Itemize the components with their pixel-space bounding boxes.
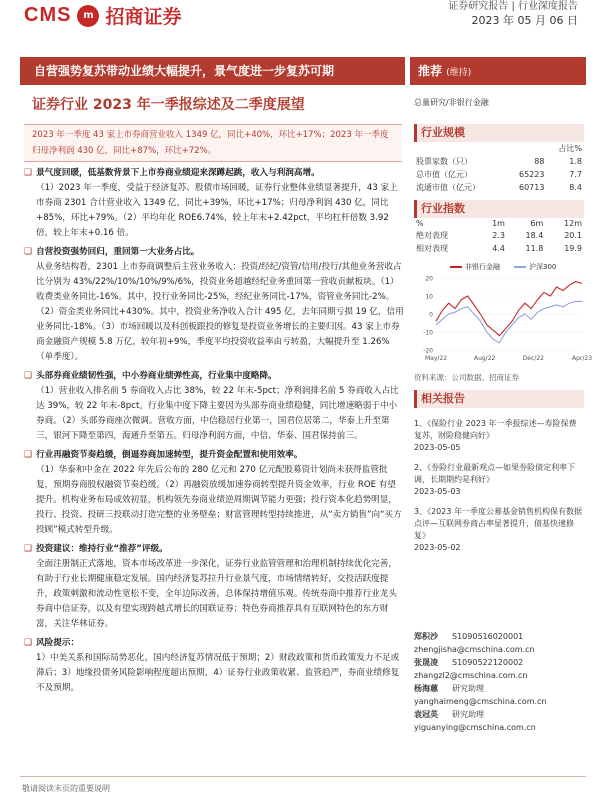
report-title: 自营强势复苏带动业绩大幅提升，景气度进一步复苏可期 [20, 57, 405, 85]
paragraph [24, 448, 404, 538]
index-header: 6m [530, 219, 544, 228]
paragraph-lead: 投资建议：维持行业“推荐”评级。 [36, 544, 168, 554]
table-row [414, 168, 584, 181]
legend-item [514, 262, 556, 272]
analyst-id: 研究助理 [452, 710, 484, 719]
analyst-id: 研究助理 [452, 684, 484, 693]
logo-en: CMS [24, 4, 72, 26]
analyst-email[interactable] [414, 721, 584, 734]
x-tick-label: May/22 [424, 355, 448, 362]
email-link[interactable]: zhengjisha@cmschina.com.cn [414, 645, 535, 654]
y-tick-label: 0 [429, 311, 433, 319]
x-tick-label: Aug/22 [473, 355, 496, 362]
analyst-email[interactable] [414, 643, 584, 656]
row-name: 股票家数（只） [416, 157, 472, 166]
page-header [0, 0, 600, 40]
analyst-id: S1090522120002 [452, 658, 524, 667]
table-row [414, 181, 584, 194]
analysts-section [414, 630, 584, 734]
x-tick-label: Dec/22 [522, 355, 544, 362]
paragraph-body: 从业务结构看，2301 上市券商调整后主营业务收入：投资/经纪/资管/信用/投行/其他业务营收占比分别为 43%/22%/10%/10%/9%/6%，投资业务超越经纪业务重回第一营收贡献板块。（1）收费类业务同比-16%。其中，投行业务同比-25%，经纪业务同比-17%，资管业务同比-2%。（2）资金类业务同比+430%。其中，投资业务净收入合计 495 亿，去年同期亏损 19 亿，信用业务同比-18%。（3）市场回暖以及科创板跟投的修复是投资业务增长的主要归因。43 家上市券商金融资产规模 5.8 万亿，较年初+9%，季度平均投资收益率由亏转盈，大幅提升至 1.26%（单季度）。 [36, 262, 404, 362]
row-value: 65223 [519, 170, 545, 179]
analyst-email[interactable] [414, 669, 584, 682]
paragraph-body: 全面注册制正式落地，资本市场改革进一步深化，证券行业监管管理和治理机制持续优化完善，有助于行业长期健康稳定发展。国内经济复苏拉升行业景气度，市场情绪转好，交投活跃度提升，政策刺激和流动性宽松不变，全年边际改善，总体保持增值乐观。传统券商中推荐行业龙头券商中信证券，以及有望实现跨越式增长的国联证券；特色券商推荐具有互联网特色的东方财富，关注华林证券。 [36, 559, 397, 629]
report-date: 2023-05-02 [414, 543, 461, 552]
y-tick-label: -20 [423, 347, 433, 355]
analyst-name: 郑积沙 [414, 632, 438, 641]
paragraph-lead: 自营投资强势回归，重回第一大业务占比。 [36, 247, 200, 257]
analyst-row [414, 630, 584, 643]
analyst-row [414, 708, 584, 721]
index-header: 12m [564, 219, 582, 228]
report-date: 2023-05-05 [414, 443, 461, 452]
row-value: 60713 [519, 183, 545, 192]
paragraph [24, 369, 404, 444]
section-title: 行业规模 [414, 124, 584, 142]
bullet-icon: ❑ [24, 450, 33, 460]
rating-sub: (维持) [446, 68, 472, 78]
email-link[interactable]: yanghaimeng@cmschina.com.cn [414, 697, 547, 706]
section-title: 相关报告 [414, 390, 584, 408]
summary-box: 2023 年一季度 43 家上市券商营业收入 1349 亿，同比+40%，环比+17%；2023 年一季度归母净利润 430 亿，同比+87%，环比+72%。 [24, 124, 402, 162]
paragraph-lead: 头部券商业绩韧性强，中小券商业绩弹性高，行业集中度略降。 [36, 371, 277, 381]
row-value: 88 [534, 157, 545, 166]
report-link[interactable] [414, 462, 584, 498]
paragraph [24, 166, 404, 241]
index-header: 1m [492, 219, 505, 228]
analyst-row [414, 682, 584, 695]
row-name: 绝对表现 [416, 231, 448, 240]
legend-label: 非银行金融 [465, 263, 500, 271]
chart-source: 资料来源：公司数据、招商证券 [414, 373, 519, 382]
chart-plot [414, 272, 593, 368]
company-logo [24, 2, 181, 29]
report-category: 证券研究报告 | 行业深度报告 [448, 1, 578, 12]
row-value: 20.1 [564, 231, 582, 240]
bullet-icon: ❑ [24, 371, 33, 381]
header-meta [448, 0, 578, 28]
row-value: 11.8 [525, 244, 544, 253]
y-tick-label: -10 [423, 329, 433, 337]
table-row [414, 242, 584, 255]
row-pct: 1.8 [569, 157, 582, 166]
industry-scale-section [414, 124, 584, 194]
report-date: 2023-05-03 [414, 487, 461, 496]
index-chart [414, 262, 593, 372]
logo-icon: m [77, 5, 99, 27]
paragraph-body: （1）华泰和中金在 2022 年先后公布的 280 亿元和 270 亿元配股募资计划尚未获得监管批复，预期券商股权融资节奏趋缓。（2）再融资放缓加速券商转型提升资金效率，行业 ROE 有望提升。机构业务布局成效初显，机构领先券商业绩逆周期调节能力更强；投行资本化趋势明显，投行、投资、投研三投联动打造完整的业务壁垒；财富管理转型持续推进，从“卖方销售”向“买方投顾”模式转型升级。 [36, 465, 402, 535]
report-date: 2023 年 05 月 06 日 [471, 14, 578, 27]
report-subtitle: 证券行业 2023 年一季报综述及二季度展望 [32, 97, 305, 113]
analyst-group: 总量研究/非银行金融 [414, 98, 489, 107]
row-name: 相对表现 [416, 244, 448, 253]
row-pct: 8.4 [569, 183, 582, 192]
related-reports-section [414, 390, 584, 562]
row-value: 2.3 [492, 231, 505, 240]
report-title: 2、《券险行业最新观点—如果券险债定利率下调，长期期约是利好》 [414, 463, 576, 484]
paragraph-lead: 风险提示： [36, 638, 80, 648]
table-row [414, 229, 584, 242]
series-line [436, 301, 582, 342]
report-link[interactable] [414, 418, 584, 454]
y-tick-label: 20 [425, 275, 433, 283]
row-name: 总市值（亿元） [416, 170, 472, 179]
analyst-name: 张晟凌 [414, 658, 438, 667]
table-row [414, 155, 584, 168]
rating-label: 推荐 [418, 64, 443, 78]
rating-badge [410, 57, 586, 85]
paragraph-lead: 行业再融资节奏趋缓，倒逼券商加速转型，提升资金配置和使用效率。 [36, 450, 303, 460]
main-body [24, 166, 404, 700]
index-header: % [416, 219, 424, 228]
report-title: 1、《保险行业 2023 年一季报综述—寿险保费复苏，财险稳健向好》 [414, 419, 577, 440]
analyst-row [414, 656, 584, 669]
row-pct: 7.7 [569, 170, 582, 179]
bullet-icon: ❑ [24, 638, 33, 648]
analyst-name: 袁冠英 [414, 710, 438, 719]
bullet-icon: ❑ [24, 168, 33, 178]
bullet-icon: ❑ [24, 544, 33, 554]
footer-divider [20, 776, 586, 777]
paragraph-body: 1）中美关系和国际局势恶化，国内经济复苏情况低于预期；2）财政政策和货币政策发力不足或滞后；3）地缘投债务风险影响程度超出预期，4）证券行业政策收紧、监管趋严，券商业绩修复不及预期。 [36, 653, 400, 693]
scale-table [414, 142, 584, 194]
analyst-name: 杨海蕙 [414, 684, 438, 693]
row-value: 19.9 [564, 244, 582, 253]
email-link[interactable]: zhangzl2@cmschina.com.cn [414, 671, 528, 680]
paragraph-body: （1）营业收入排名前 5 券商收入占比 38%，较 22 年末-5pct；净利润排名前 5 券商收入占比达 39%，较 22 年末-8pct。行业集中度下降主要因为头部券商业绩稳健，同比增速略弱于中小券商。（2）头部券商座次微调。营收方面，中信稳居行业第一，国君位居第二，华泰上升至第三，银河下降至第四，海通升至第五。归母净利润方面，中信、华泰、国君保持前三。 [36, 386, 399, 441]
analyst-email[interactable] [414, 695, 584, 708]
section-title: 行业指数 [414, 200, 584, 218]
row-name: 流通市值（亿元） [416, 183, 480, 192]
row-value: 18.4 [525, 231, 544, 240]
paragraph [24, 542, 404, 632]
bullet-icon: ❑ [24, 247, 33, 257]
chart-legend [450, 262, 586, 272]
report-title: 3、《2023 年一季度公募基金销售机构保有数据点评—互联网券商占率显著提升，债基快速修复》 [414, 507, 582, 540]
row-value: 4.4 [492, 244, 505, 253]
index-table [414, 218, 584, 255]
email-link[interactable]: yiguanying@cmschina.com.cn [414, 723, 536, 732]
paragraph [24, 636, 404, 696]
analyst-id: S1090516020001 [452, 632, 524, 641]
industry-index-section [414, 200, 584, 255]
series-line [436, 282, 582, 336]
paragraph-lead: 景气度回暖，低基数背景下上市券商业绩迎来深蹲起跳，收入与利润高增。 [36, 168, 320, 178]
paragraph-body: （1）2023 年一季度，受益于经济复苏、股债市场回暖，证券行业整体业绩显著提升，43 家上市券商 2301 合计营业收入 1349 亿，同比+39%，环比+17%；归母净利润 430 亿，同比+85%，环比+79%。（2）平均年化 ROE6.74%，较上年末+2.42pct，平均杠杆倍数 3.92 倍，较上年末+0.16 倍。 [36, 183, 398, 238]
paragraph [24, 245, 404, 365]
y-tick-label: 10 [425, 293, 433, 301]
logo-cn: 招商证券 [105, 6, 182, 28]
x-tick-label: Apr/23 [571, 355, 593, 362]
legend-label: 沪深300 [529, 263, 557, 271]
scale-header: 占比% [558, 144, 582, 153]
report-link[interactable] [414, 506, 584, 554]
legend-item [450, 262, 500, 272]
footer-note: 敬请阅读末页的重要说明 [22, 784, 110, 793]
